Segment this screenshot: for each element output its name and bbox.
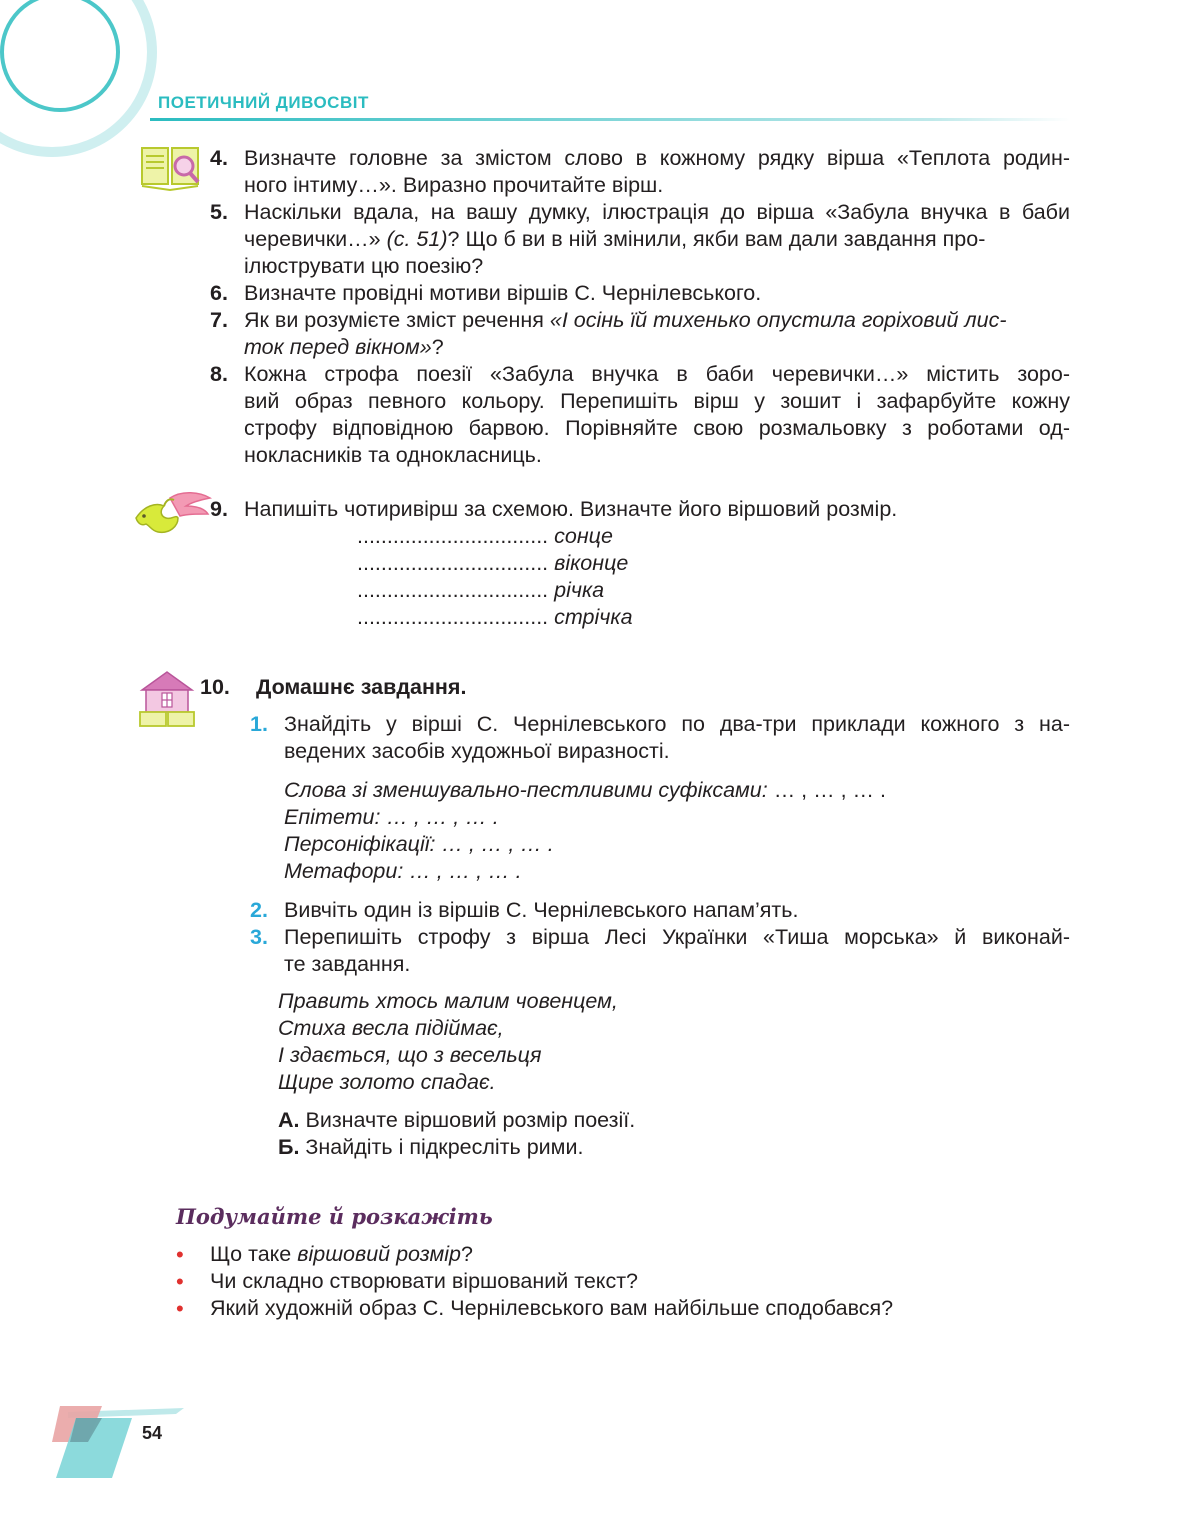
poem-line-3: І здається, що з весельця: [278, 1043, 542, 1067]
task-5-line-1: Наскільки вдала, на вашу думку, ілюстрація до вірша «Забула внучка в баби: [244, 200, 1070, 224]
subtask-3-line-2: те завдання.: [284, 952, 411, 976]
task-7-line-1-a: Як ви розумієте зміст речення: [244, 308, 550, 332]
question-2: Чи складно створювати віршований текст?: [210, 1269, 639, 1293]
question-1-term: віршовий розмір: [297, 1242, 462, 1266]
header-circle-large: [0, 0, 152, 152]
poem-line-1: Править хтось малим човенцем,: [278, 989, 618, 1013]
task-7-line-1: [244, 307, 1006, 334]
device-blanks: … , … , … .: [435, 832, 554, 856]
subtask-3-b: [278, 1134, 583, 1161]
subtask-2-number: 2.: [250, 898, 268, 922]
task-5-number: 5.: [210, 200, 228, 224]
question-1-c: ?: [461, 1242, 473, 1266]
device-label: Слова зі зменшувально-пестливими суфіксами:: [284, 778, 768, 802]
scheme-line-4: [357, 604, 633, 631]
device-blanks: … , … , … .: [380, 805, 499, 829]
header-circle-small: [2, 0, 118, 110]
bullet-1: •: [176, 1242, 184, 1267]
task-5-line-2-a: черевички…»: [244, 227, 381, 251]
pegasus-icon: [130, 488, 212, 538]
device-label: Персоніфікації:: [284, 832, 436, 856]
task-4-line-2: ного інтиму…». Виразно прочитайте вірш.: [244, 173, 664, 197]
task-4-line-1: Визначте головне за змістом слово в кожному рядку вірша «Теплота родин-: [244, 146, 1070, 170]
scheme-line-2: [357, 550, 628, 577]
scheme-dots: ................................: [357, 605, 549, 629]
subtask-3-a: [278, 1107, 635, 1134]
think-heading: Подумайте й розкажіть: [176, 1204, 493, 1229]
task-8-number: 8.: [210, 362, 228, 386]
bullet-2: •: [176, 1269, 184, 1294]
task-5-line-2: [244, 226, 1070, 253]
device-item-1: [284, 777, 886, 804]
task-6-number: 6.: [210, 281, 228, 305]
task-7-line-2: [244, 334, 444, 361]
subtask-3-line-1: Перепишіть строфу з вірша Лесі Українки «Тиша морська» й виконай-: [284, 925, 1070, 949]
device-label: Метафори:: [284, 859, 404, 883]
section-title: ПОЕТИЧНИЙ ДИВОСВІТ: [158, 93, 369, 112]
subtask-1-line-2: ведених засобів художньої виразності.: [284, 739, 670, 763]
task-8-line-3: строфу відповідною барвою. Порівняйте свою розмальовку з роботами од-: [244, 416, 1070, 440]
subtask-3-number: 3.: [250, 925, 268, 949]
task-8-line-2: вий образ певного кольору. Перепишіть вірш у зошит і зафарбуйте кожну: [244, 389, 1070, 413]
question-1-a: Що таке: [210, 1242, 298, 1266]
bullet-3: •: [176, 1296, 184, 1321]
question-1: [210, 1241, 473, 1268]
task-8-line-1: Кожна строфа поезії «Забула внучка в баби черевички…» містить зоро-: [244, 362, 1070, 386]
scheme-word: стрічка: [554, 605, 633, 629]
task-7-line-2-b: ?: [431, 335, 444, 359]
footer-decoration: [48, 1400, 188, 1482]
scheme-word: річка: [554, 578, 605, 602]
house-book-icon: [136, 668, 198, 730]
scheme-dots: ................................: [357, 551, 549, 575]
task-9-line-1: Напишіть чотиривірш за схемою. Визначте його віршовий розмір.: [244, 497, 898, 521]
scheme-word: сонце: [554, 524, 613, 548]
subtask-3-b-label: Б.: [278, 1135, 300, 1159]
book-magnifier-icon: [140, 144, 202, 194]
subtask-2-line-1: Вивчіть один із віршів С. Чернілевського напам’ять.: [284, 898, 799, 922]
scheme-dots: ................................: [357, 578, 549, 602]
page-number: 54: [142, 1423, 163, 1443]
device-item-2: [284, 804, 499, 831]
task-5-line-3: ілюструвати цю поезію?: [244, 254, 484, 278]
task-9-number: 9.: [210, 497, 228, 521]
scheme-word: віконце: [554, 551, 629, 575]
task-6-line-1: Визначте провідні мотиви віршів С. Чернілевського.: [244, 281, 762, 305]
device-item-4: [284, 858, 522, 885]
device-label: Епітети:: [284, 805, 381, 829]
task-4-number: 4.: [210, 146, 228, 170]
task-5-line-2-c: ? Що б ви в ній змінили, якби вам дали завдання про-: [447, 227, 986, 251]
poem-line-2: Стиха весла підіймає,: [278, 1016, 504, 1040]
subtask-1-number: 1.: [250, 712, 268, 736]
device-item-3: [284, 831, 554, 858]
subtask-1-line-1: Знайдіть у вірші С. Чернілевського по два-три приклади кожного з на-: [284, 712, 1070, 736]
task-7-number: 7.: [210, 308, 228, 332]
header-rule: [150, 118, 1070, 121]
task-7-quote-2: ток перед вікном»: [244, 335, 432, 359]
scheme-line-3: [357, 577, 604, 604]
device-blanks: … , … , … .: [767, 778, 886, 802]
homework-title: Домашнє завдання.: [256, 675, 467, 699]
scheme-dots: ................................: [357, 524, 549, 548]
subtask-3-a-label: А.: [278, 1108, 300, 1132]
device-blanks: … , … , … .: [403, 859, 522, 883]
scheme-line-1: [357, 523, 613, 550]
task-7-quote-1: «І осінь їй тихенько опустила горіховий лис-: [549, 308, 1007, 332]
subtask-3-a-text: Визначте віршовий розмір поезії.: [299, 1108, 636, 1132]
poem-line-4: Щире золото спадає.: [278, 1070, 496, 1094]
subtask-3-b-text: Знайдіть і підкресліть рими.: [299, 1135, 584, 1159]
task-8-line-4: нокласників та однокласниць.: [244, 443, 542, 467]
task-10-number: 10.: [200, 675, 230, 699]
question-3: Який художній образ С. Чернілевського вам найбільше сподобався?: [210, 1296, 894, 1320]
page-reference: (с. 51): [386, 227, 448, 251]
